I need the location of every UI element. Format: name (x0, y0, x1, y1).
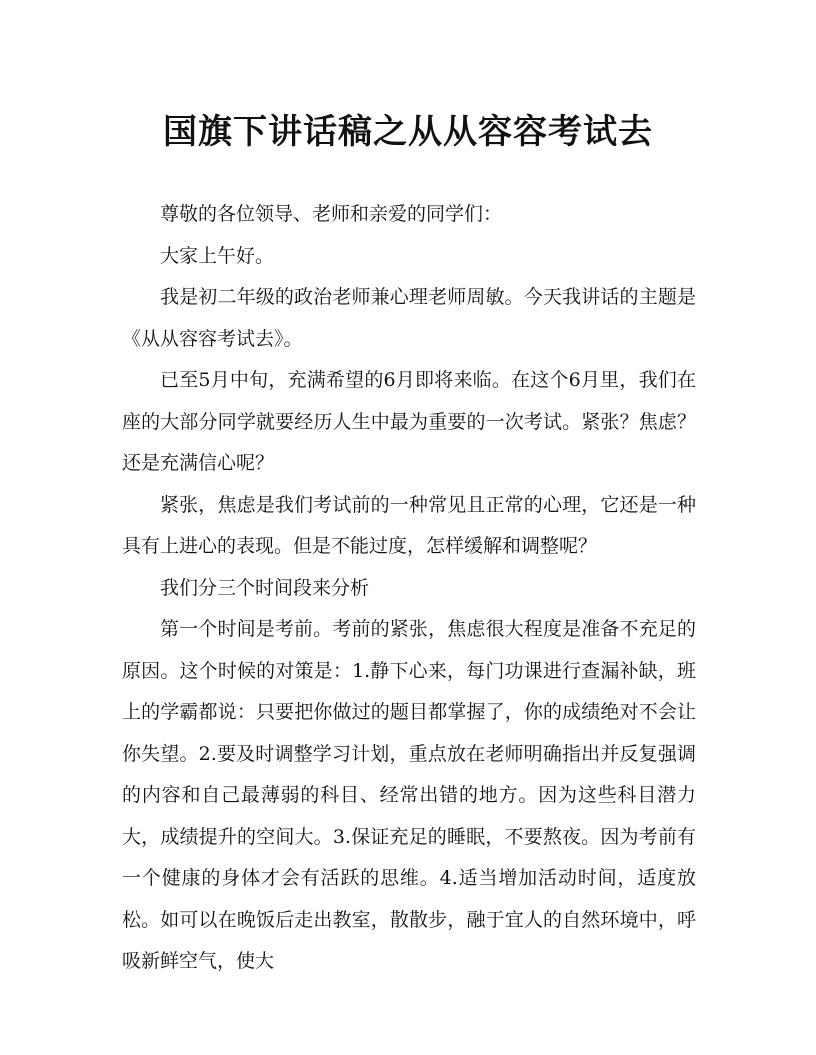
paragraph-hello: 大家上午好。 (160, 244, 275, 267)
paragraph-before-exam: 第一个时间是考前。考前的紧张，焦虑很大程度是准备不充足的原因。这个时候的对策是：1.静下心来，每门功课进行查漏补缺，班上的学霸都说：只要把你做过的题目都掌握了，你的成绩绝对不会让你失望。2.要及时调整学习计划，重点放在老师明确指出并反复强调的内容和自己最薄弱的科目、经常出错的地方。因为这些科目潜力大，成绩提升的空间大。3.保证充足的睡眠，不要熬夜。因为考前有一个健康的身体才会有活跃的思维。4.适当增加活动时间，适度放松。如可以在晚饭后走出教室，散散步，融于宜人的自然环境中，呼吸新鲜空气，使大 (122, 618, 696, 972)
paragraph-greeting: 尊敬的各位领导、老师和亲爱的同学们： (160, 203, 503, 225)
document-title: 国旗下讲话稿之从从容容考试去 (163, 112, 653, 152)
paragraph-anxiety: 紧张，焦虑是我们考试前的一种常见且正常的心理，它还是一种具有上进心的表现。但是不能过度，怎样缓解和调整呢？ (122, 493, 696, 557)
document-body (122, 194, 696, 983)
paragraph-three-periods: 我们分三个时间段来分析 (160, 576, 370, 599)
paragraph-introduction: 我是初二年级的政治老师兼心理老师周敏。今天我讲话的主题是《从从容容考试去》。 (122, 286, 696, 350)
paragraph-exam-approaching: 已至5月中旬，充满希望的6月即将来临。在这个6月里，我们在座的大部分同学就要经历人生中最为重要的一次考试。紧张？焦虑？还是充满信心呢？ (122, 369, 696, 474)
